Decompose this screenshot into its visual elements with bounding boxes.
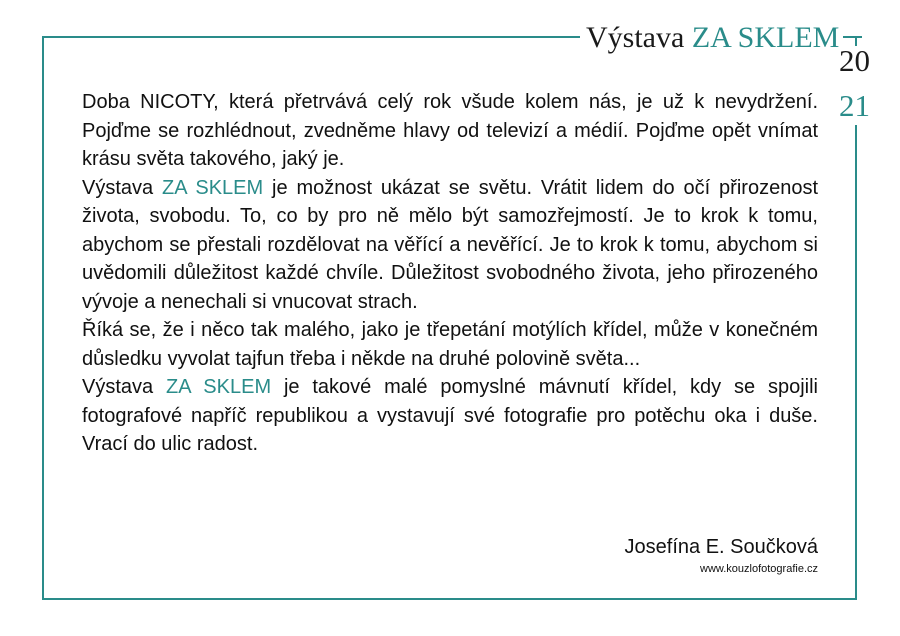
body-text <box>82 88 818 459</box>
frame-bottom-line <box>42 598 857 600</box>
paragraph-4 <box>82 373 818 459</box>
p2-accent: ZA SKLEM <box>162 176 264 199</box>
exhibition-title <box>580 18 843 58</box>
frame-left-line <box>42 36 44 600</box>
paragraph-2 <box>82 174 818 317</box>
paragraph-1: Doba NICOTY, která přetrvává celý rok všude kolem nás, je už k nevydržení. Pojďme se rozhlédnout, zvedněme hlavy od televizí a médií. Pojďme opět vnímat krásu světa takového, jaký je. <box>82 91 818 170</box>
p4-accent: ZA SKLEM <box>166 376 272 398</box>
title-accent: ZA SKLEM <box>691 21 840 54</box>
frame-right-line <box>855 125 857 600</box>
author-signature: Josefína E. Součková <box>624 536 818 558</box>
year-bottom: 21 <box>839 88 870 123</box>
website-link[interactable]: www.kouzlofotografie.cz <box>700 563 818 575</box>
p2-prefix: Výstava <box>82 176 154 199</box>
paragraph-3: Říká se, že i něco tak malého, jako je třepetání motýlích křídel, může v konečném důsledku vyvolat tajfun třeba i někde na druhé polovině světa... <box>82 319 818 370</box>
year-top: 20 <box>839 43 870 78</box>
p2-rest: je možnost ukázat se světu. Vrátit lidem do očí přirozenost života, svobodu. To, co by pro ně mělo být samozřejmostí. Je to krok k tomu, abychom se přestali rozdělovat na věřící a nevěřící. Je to krok k tomu, abychom si uvědomili důležitost každé chvíle. Důležitost svobodného života, jeho přirozeného vývoje a nenechali si vnucovat strach. <box>82 176 818 313</box>
p4-prefix: Výstava <box>82 376 154 398</box>
p4-rest: je takové malé pomyslné mávnutí křídel, kdy se spojili fotografové napříč republikou a vystavují své fotografie pro potěchu oka i duše. Vrací do ulic radost. <box>82 376 818 455</box>
title-prefix: Výstava <box>586 21 685 54</box>
